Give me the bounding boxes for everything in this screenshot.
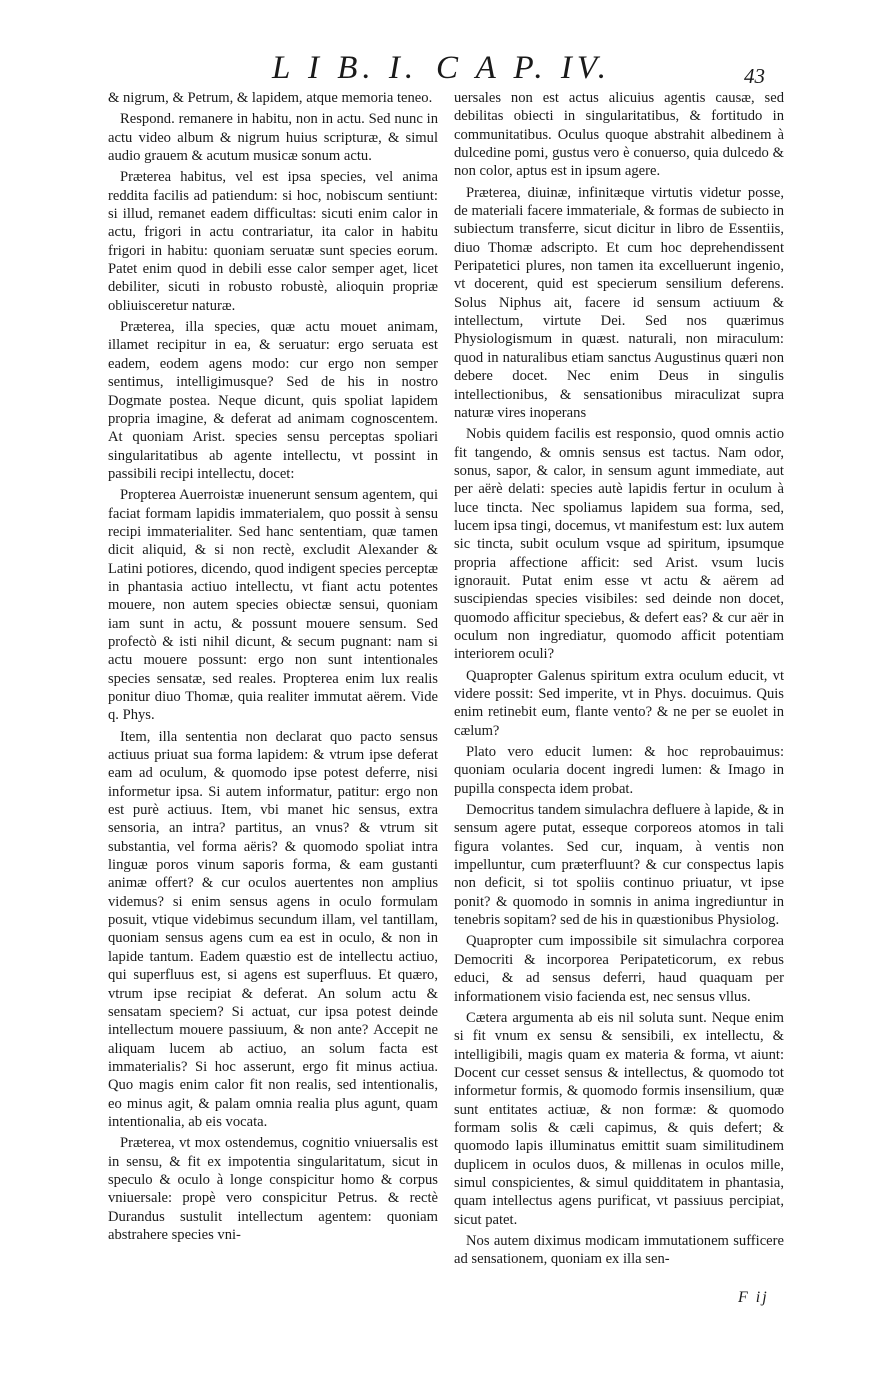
paragraph: Præterea, illa species, quæ actu mouet animam, illamet recipitur in ea, & seruatur: ergo seruata est eadem, eodem agens modo: cur ergo non semper sentimus, intelligimusque? Sed de his in nostro Dogmate postea. Neque dicunt, quis spoliat lapidem propria imagine, & deferat ad animam cognoscentem. At quoniam Arist. species sensu perceptas spoliari singularitatibus ab agente intellectu, vt possint in passibili recipi intellectu, docet: bbox=[108, 319, 438, 482]
paragraph: Propterea Auerroistæ inuenerunt sensum agentem, qui faciat formam lapidis immaterialem, quo possit à sensu recipi immaterialiter. Sed hanc sententiam, quæ tamen dicit aliquid, & si non rectè, excludit Alexander & Latini potiores, dicendo, quod indigent species perceptæ in phantasia actiuo intellectu, vt fiant actu potentes mouere, non autem species obiectæ sensui, quoniam iam sunt in actu, & possunt mouere sensum. Sed profectò & isti nihil dicunt, & secum pugnant: nam si actu mouere possunt: ergo non sunt intentionales species sensatæ, sed reales. Propterea enim lux realis ponitur diuo Thomæ, quia realiter immutat aërem. Vide q. Phys. bbox=[108, 487, 438, 724]
right-text-column bbox=[454, 89, 784, 1272]
paragraph: uersales non est actus alicuius agentis causæ, sed debilitas obiecti in singularitatibus, & fortitudo in communitatibus. Oculus quoque abstrahit albedinem à dulcedine pomi, gustus vero è conuerso, quia dulcedo & non color, aptus est in ipsum agere. bbox=[454, 90, 784, 180]
paragraph: Cætera argumenta ab eis nil soluta sunt. Neque enim si fit vnum ex sensu & sensibili, ex intellectu, & intelligibili, magis quam ex materia & forma, vt aiunt: Docent cur cesset sensus & intellectus, & quomodo tot informetur formis, & quomodo formis insensilium, quæ sunt entitates actiuæ, & non formæ: & quomodo formam solis & cæli capimus, & quis defert; & quomodo lapis illuminatus emittit suam similitudinem duplicem in oculos duos, & millenas in oculos mille, simul conspicientes, & simul quidditatem in phantasia, quam intellectus agens purificat, vt passiuus percipiat, sicut patet. bbox=[454, 1009, 784, 1228]
book-number-heading: L I B. I. bbox=[272, 50, 419, 86]
chapter-heading: C A P. IV. bbox=[436, 50, 612, 86]
paragraph: Præterea habitus, vel est ipsa species, vel anima reddita facilis ad patiendum: si hoc, nobiscum sentiunt: si illud, remanet eadem difficultas: sicuti enim calor in actu, frigori in actu contrariatur, ita calor in habitu frigori in habitu: quoniam seruatæ sunt species eorum. Patet enim quod in debili esse calor semper aget, licet debiliter, sicuti in robusto robustè, alioquin propriæ obliuisceretur naturæ. bbox=[108, 169, 438, 314]
paragraph: Item, illa sententia non declarat quo pacto sensus actiuus priuat sua forma lapidem: & vtrum ipse deferat eam ad oculum, & quomodo ipse potest deferre, nisi informetur ipsa. Si autem informatur, patitur: ergo non est purè actiuus. Item, vbi manet hic sensus, extra sensoria, an intra? partitus, an vnus? & vtrum sit substantia, vel forma aëris? & quomodo spoliat intra linguæ poros vinum saporis forma, & eam gustanti animæ offert? & cur oculos auertentes non amplius videmus? si enim sensus agens in oculo formulam posuit, vtique videbimus secundum illam, vel tantillam, quoniam sensus agens cum ea est in oculo, & non in lapide tantum. Eadem quæstio est de intellectu actiuo, qui superfluus est, si agens est superfluus. Et quæro, vtrum ipse recipiat & deferat. An solum actu & sensatam speciem? Si actuat, cur ipsa potest deinde intellectum mouere passiuum, & non ante? Accepit ne aliquam lucem ab actiuo, an solum facta est immaterialis? Si hoc asserunt, ergo fit minus actiua. Quo magis enim calor fit non realis, sed intentionalis, eo minus agit, & palam omnia realia plus agunt, quam intentionalia, ab eis vocata. bbox=[108, 728, 438, 1130]
paragraph: Plato vero educit lumen: & hoc reprobauimus: quoniam ocularia docent ingredi lumen: & Imago in pupilla conspecta idem probat. bbox=[454, 744, 784, 797]
paragraph: Nos autem diximus modicam immutationem sufficere ad sensationem, quoniam ex illa sen- bbox=[454, 1232, 784, 1268]
paragraph: & nigrum, & Petrum, & lapidem, atque memoria teneo. bbox=[108, 90, 433, 106]
signature-mark: F ij bbox=[738, 1289, 769, 1306]
paragraph: Quapropter cum impossibile sit simulachra corporea Democriti & incorporea Peripateticorum, ex rebus educi, & ad sensus deferri, haud quaquam per informationem visio facienda est, nec sensus vllus. bbox=[454, 933, 784, 1005]
paragraph: Nobis quidem facilis est responsio, quod omnis actio fit tangendo, & omnis sensus est tactus. Nam odor, sonus, sapor, & calor, in sensum agunt immediate, aut per aërè delati: species autè lapidis fertur in oculum à luce tincta. Nec spoliamus lapidem sua forma, sed, lucem ipsa tingi, docemus, vt manifestum est: lux autem sic tincta, subit oculum vsque ad spiritum, ipsumque propria affectione afficit: sed Arist. vsum lucis ignorauit. Putat enim esse vt actu & aërem ad suscipiendas species visibiles: sed deinde non docet, quomodo afficitur speciebus, & defert eas? & cur aër in oculum non ingrediatur, quomodo afficit potentiam interiorem oculi? bbox=[454, 426, 784, 663]
paragraph: Respond. remanere in habitu, non in actu. Sed nunc in actu video album & nigrum huius scripturæ, & simul audio grauem & acutum musicæ sonum actu. bbox=[108, 111, 438, 165]
paragraph: Democritus tandem simulachra defluere à lapide, & in sensum agere putat, esseque corporeos atomos in tali figura volantes. Sed cur, inquam, à ventis non impelluntur, cum præterfluunt? & cur conspectus lapis non deficit, si tot spoliis continuo priuatur, vt ipse ponit? & quomodo in somnis in anima ingrediuntur in tenebris sopitam? sed de his in quæstionibus Physiolog. bbox=[454, 802, 784, 929]
paragraph: Quapropter Galenus spiritum extra oculum educit, vt videre possit: Sed imperite, vt in Phys. docuimus. Quis enim retinebit eum, flante vento? & ne per se euolet in cælum? bbox=[454, 667, 784, 739]
page-number: 43 bbox=[744, 64, 765, 88]
paragraph: Præterea, vt mox ostendemus, cognitio vniuersalis est in sensu, & fit ex impotentia singularitatum, sicut in speculo & oculo à longe conspicitur homo & corpus vniuersale: propè vero conspicitur Petrus. & rectè Durandus sustulit intellectum agentem: quoniam abstrahere species vni- bbox=[108, 1135, 438, 1243]
left-text-column bbox=[108, 89, 438, 1247]
paragraph: Præterea, diuinæ, infinitæque virtutis videtur posse, de materiali facere immateriale, & formas de subiecto in subiectum transferre, sicut dicitur in libro de Essentiis, diuo Thomæ adscripto. Et cum hoc deprehendissent Peripatetici plures, non tamen ita excelluerunt ingenio, vt docerent, quid est specierum sensilium deferens. Solus Niphus ait, facere id sensum actiuum & intellectum, virtute Dei. Sed nos quærimus Physiologismum in quæst. naturali, non miraculum: quod in naturalibus etiam sanctus Augustinus quæri non debere docet. Nec enim Deus in singulis intellectionibus, & sensationibus miraculizat supra naturæ vires inoperans bbox=[454, 184, 784, 421]
